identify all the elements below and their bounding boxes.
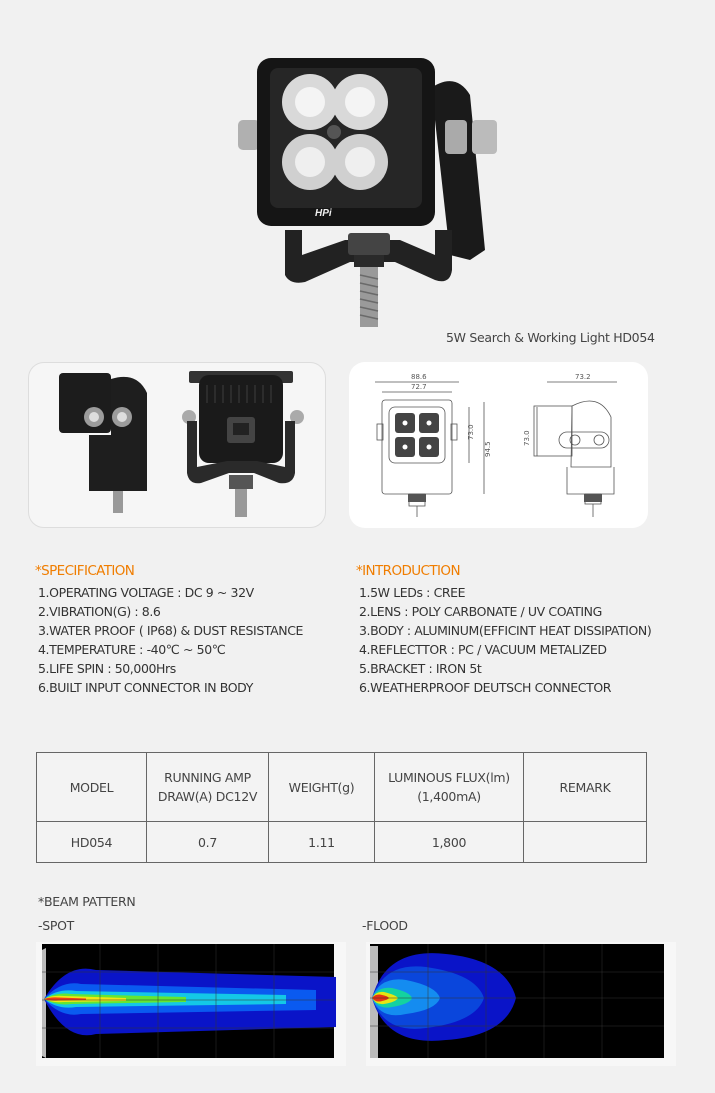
list-item: 6.BUILT INPUT CONNECTOR IN BODY	[38, 680, 253, 695]
product-photo	[230, 50, 510, 335]
list-item: 3.BODY : ALUMINUM(EFFICINT HEAT DISSIPATION)	[359, 623, 652, 638]
dimension-drawing-panel	[349, 362, 648, 528]
product-views-panel	[28, 362, 326, 528]
cell-running-amp: 0.7	[147, 822, 269, 863]
flood-label: -FLOOD	[362, 918, 408, 933]
list-item: 2.LENS : POLY CARBONATE / UV COATING	[359, 604, 602, 619]
cell-remark	[524, 822, 647, 863]
product-caption: 5W Search & Working Light HD054	[446, 330, 655, 345]
product-side-back-photo	[29, 363, 326, 528]
spot-beam-pattern-image	[36, 942, 346, 1066]
cell-weight: 1.11	[269, 822, 375, 863]
header-model: MODEL	[37, 753, 147, 822]
svg-text:HPi: HPi	[315, 208, 332, 219]
dim-front-height-total: 94.5	[484, 441, 492, 457]
dim-side-height: 73.0	[523, 430, 531, 446]
flood-beam-pattern-image	[366, 942, 676, 1066]
table-header-row	[37, 753, 647, 822]
specification-list	[38, 583, 303, 697]
dim-side-width: 73.2	[575, 373, 591, 381]
dim-front-width: 88.6	[411, 373, 427, 381]
dim-front-inner-width: 72.7	[411, 383, 427, 391]
specification-title: *SPECIFICATION	[35, 563, 135, 579]
cell-luminous-flux: 1,800	[375, 822, 524, 863]
list-item: 1.5W LEDs : CREE	[359, 585, 466, 600]
list-item: 2.VIBRATION(G) : 8.6	[38, 604, 161, 619]
list-item: 4.REFLECTTOR : PC / VACUUM METALIZED	[359, 642, 607, 657]
table-row	[37, 822, 647, 863]
spot-label: -SPOT	[38, 918, 74, 933]
list-item: 1.OPERATING VOLTAGE : DC 9 ~ 32V	[38, 585, 254, 600]
header-remark: REMARK	[524, 753, 647, 822]
introduction-title: *INTRODUCTION	[356, 563, 460, 579]
list-item: 5.LIFE SPIN : 50,000Hrs	[38, 661, 176, 676]
dim-front-height-inner: 73.0	[467, 424, 475, 440]
list-item: 3.WATER PROOF ( IP68) & DUST RESISTANCE	[38, 623, 304, 638]
list-item: 4.TEMPERATURE : -40℃ ~ 50℃	[38, 642, 226, 657]
dimension-drawing	[349, 362, 648, 528]
list-item: 5.BRACKET : IRON 5t	[359, 661, 482, 676]
cell-model: HD054	[37, 822, 147, 863]
list-item: 6.WEATHERPROOF DEUTSCH CONNECTOR	[359, 680, 612, 695]
header-running-amp: RUNNING AMP DRAW(A) DC12V	[147, 753, 269, 822]
introduction-list	[359, 583, 651, 697]
header-luminous-flux: LUMINOUS FLUX(lm) (1,400mA)	[375, 753, 524, 822]
header-weight: WEIGHT(g)	[269, 753, 375, 822]
spec-table	[36, 752, 647, 863]
beam-pattern-title: *BEAM PATTERN	[38, 894, 136, 909]
